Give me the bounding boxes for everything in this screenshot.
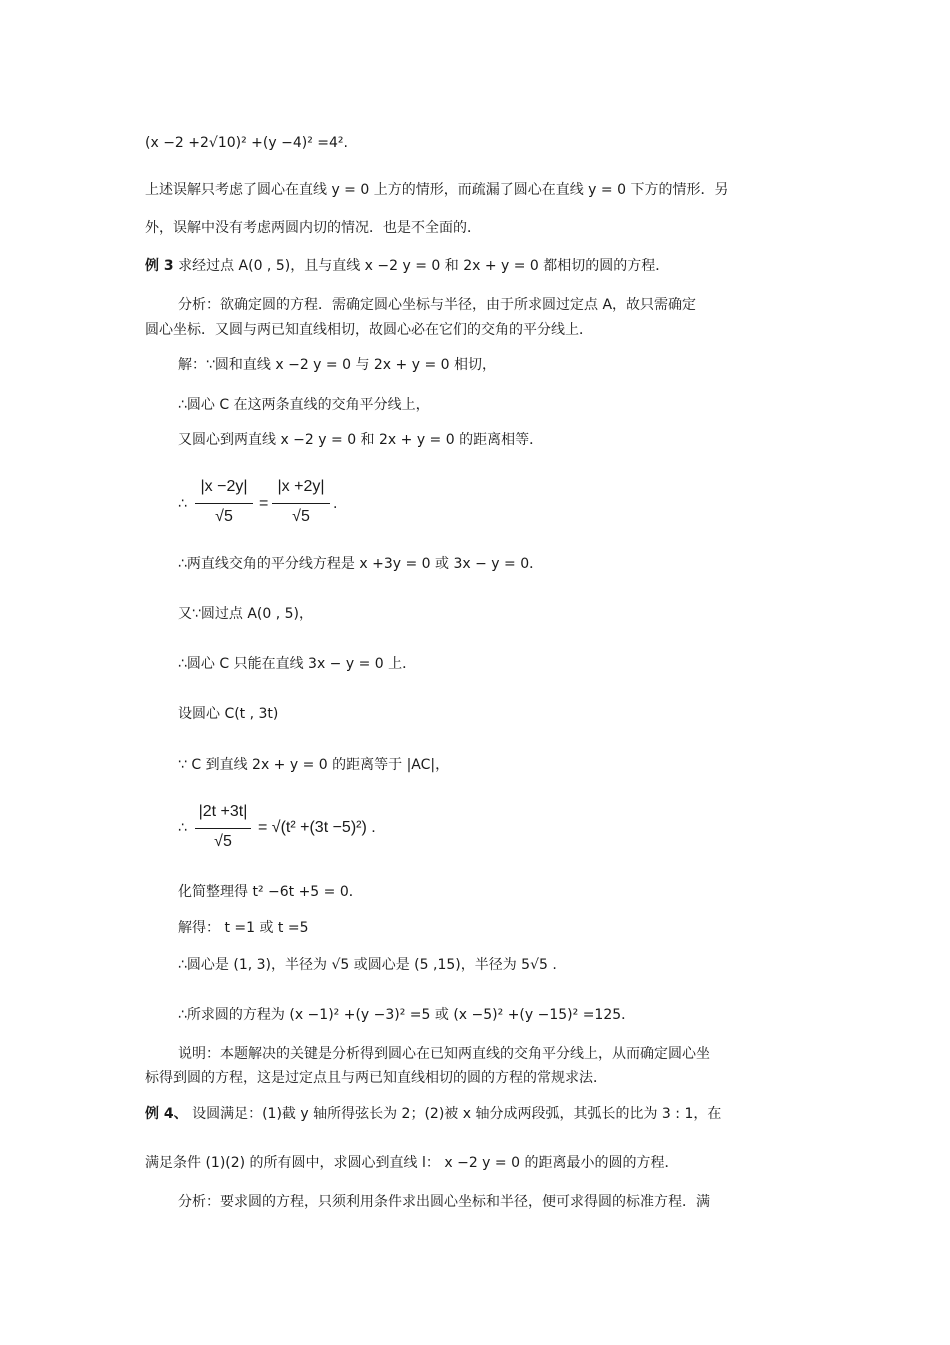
analysis-line: 分析：要求圆的方程，只须利用条件求出圆心坐标和半径，便可求得圆的标准方程．满 bbox=[178, 1194, 710, 1210]
solution-line: 解得： t =1 或 t =5 bbox=[178, 920, 309, 936]
solution-line: 化简整理得 t² −6t +5 = 0． bbox=[178, 884, 363, 900]
example-4-label: 例 4、 bbox=[145, 1106, 188, 1122]
solution-line: 又∵圆过点 A(0 , 5)， bbox=[178, 606, 314, 622]
therefore-symbol: ∴ bbox=[178, 820, 187, 836]
fraction-right bbox=[272, 478, 330, 534]
equals-sign: = bbox=[259, 495, 269, 512]
example-4-heading bbox=[145, 1104, 721, 1124]
analysis-line: 分析：欲确定圆的方程．需确定圆心坐标与半径，由于所求圆过定点 A，故只需确定 bbox=[178, 297, 697, 313]
fraction-left bbox=[195, 478, 253, 534]
paragraph-line: 上述误解只考虑了圆心在直线 y = 0 上方的情形，而疏漏了圆心在直线 y = 0 下方的情形．另 bbox=[145, 182, 729, 198]
solution-line: 又圆心到两直线 x −2 y = 0 和 2x + y = 0 的距离相等． bbox=[178, 432, 544, 448]
example-4-line: 满足条件 (1)(2) 的所有圆中，求圆心到直线 l： x −2 y = 0 的距离最小的圆的方程． bbox=[145, 1155, 679, 1171]
fraction-left bbox=[195, 803, 251, 859]
example-3-text: 求经过点 A(0 , 5)，且与直线 x −2 y = 0 和 2x + y = 0 都相切的圆的方程． bbox=[178, 258, 670, 274]
period: . bbox=[333, 496, 338, 512]
solution-line: ∴圆心是 (1, 3)，半径为 √5 或圆心是 (5 ,15)，半径为 5√5 . bbox=[178, 957, 557, 973]
fraction-bar bbox=[195, 503, 253, 504]
equation-top: (x −2 +2√10)² +(y −4)² =4². bbox=[145, 135, 348, 151]
example-3-label: 例 3 bbox=[145, 258, 174, 274]
solution-line: ∴圆心 C 在这两条直线的交角平分线上， bbox=[178, 397, 430, 413]
solution-line: ∴圆心 C 只能在直线 3x − y = 0 上． bbox=[178, 656, 417, 672]
solution-line: ∴两直线交角的平分线方程是 x +3y = 0 或 3x − y = 0． bbox=[178, 556, 544, 572]
solution-line: ∴所求圆的方程为 (x −1)² +(y −3)² =5 或 (x −5)² +(y −15)² =125． bbox=[178, 1007, 636, 1023]
therefore-symbol: ∴ bbox=[178, 496, 187, 512]
note-line: 说明：本题解决的关键是分析得到圆心在已知两直线的交角平分线上，从而确定圆心坐 bbox=[178, 1046, 710, 1062]
solution-line: 解：∵圆和直线 x −2 y = 0 与 2x + y = 0 相切， bbox=[178, 357, 497, 373]
fraction-denominator: √5 bbox=[292, 508, 310, 525]
paragraph-line: 外，误解中没有考虑两圆内切的情况．也是不全面的． bbox=[145, 220, 481, 236]
fraction-bar bbox=[195, 828, 251, 829]
fraction-numerator: |x +2y| bbox=[277, 478, 325, 495]
fraction-numerator: |2t +3t| bbox=[198, 803, 248, 820]
fraction-denominator: √5 bbox=[214, 833, 232, 850]
example-4-text: 设圆满足：(1)截 y 轴所得弦长为 2；(2)被 x 轴分成两段弧，其弧长的比为 3 : 1，在 bbox=[192, 1106, 722, 1122]
radical-expression: = √(t² +(3t −5)²) . bbox=[258, 819, 376, 836]
analysis-line: 圆心坐标．又圆与两已知直线相切，故圆心必在它们的交角的平分线上． bbox=[145, 322, 593, 338]
fraction-numerator: |x −2y| bbox=[200, 478, 248, 495]
solution-line: ∵ C 到直线 2x + y = 0 的距离等于 |AC|， bbox=[178, 757, 450, 773]
fraction-denominator: √5 bbox=[215, 508, 233, 525]
note-line: 标得到圆的方程，这是过定点且与两已知直线相切的圆的方程的常规求法． bbox=[145, 1070, 607, 1086]
example-3-heading bbox=[145, 256, 669, 276]
fraction-bar bbox=[272, 503, 330, 504]
solution-line: 设圆心 C(t , 3t) bbox=[178, 706, 279, 722]
